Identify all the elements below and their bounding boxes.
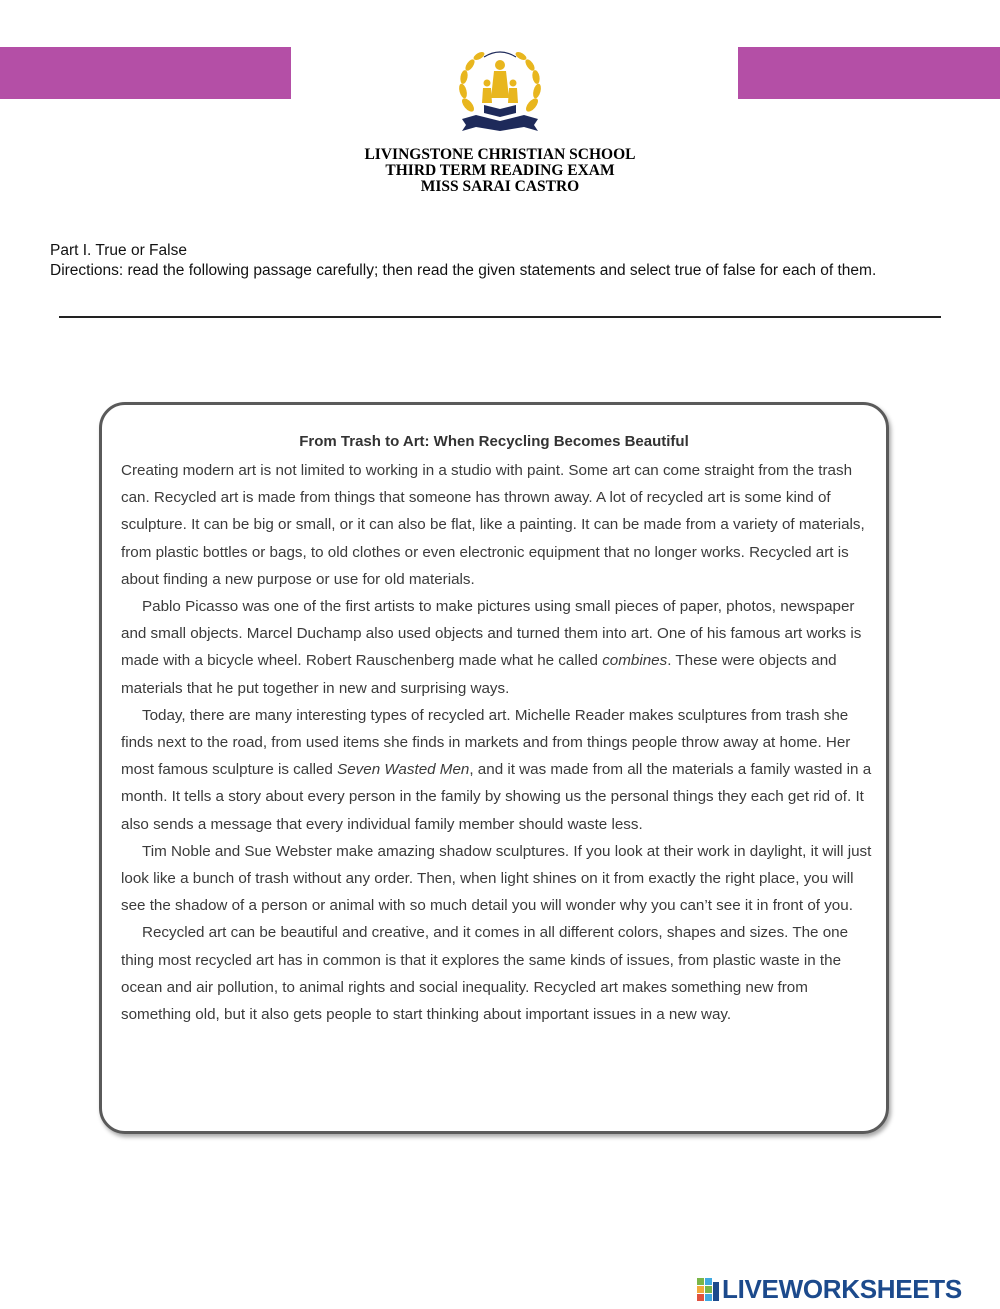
school-header — [0, 147, 1000, 195]
directions-text: Directions: read the following passage carefully; then read the given statements and select true of false for each of them. — [50, 261, 877, 279]
header-accent-bar-right — [738, 47, 1000, 99]
passage-paragraph-1: Creating modern art is not limited to working in a studio with paint. Some art can come straight from the trash can. Recycled art is made from things that someone has thrown away. A lot of recycled art is some kind of sculpture. It can be big or small, or it can also be flat, like a painting. It can be made from a variety of materials, from plastic bottles or bags, to old clothes or even electronic equipment that no longer works. Recycled art is about finding a new purpose or use for old materials. — [121, 462, 865, 588]
passage-paragraph-5: Recycled art can be beautiful and creative, and it comes in all different colors, shapes and sizes. The one thing most recycled art has in common is that it explores the same kinds of issues, from plastic waste in the ocean and air pollution, to animal rights and social inequality. Recycled art makes something new from something old, but it also gets people to start thinking about important issues in a new way. — [121, 924, 849, 1024]
italic-title-seven-wasted-men: Seven Wasted Men — [337, 761, 470, 779]
exam-title: THIRD TERM READING EXAM — [385, 162, 615, 179]
passage-title: From Trash to Art: When Recycling Becomes Beautiful — [299, 433, 689, 450]
school-name: LIVINGSTONE CHRISTIAN SCHOOL — [364, 146, 636, 163]
liveworksheets-watermark — [696, 1274, 962, 1304]
school-crest-icon — [454, 43, 546, 133]
italic-term-combines: combines — [602, 652, 668, 670]
reading-passage — [121, 457, 881, 1028]
header-accent-bar-left — [0, 47, 291, 99]
instructions-block — [50, 241, 930, 280]
passage-paragraph-3: Today, there are many interesting types of recycled art. Michelle Reader makes sculptures from trash she finds next to the road, from used items she finds in markets and from things people throw away at home. Her most famous sculpture is called Seven Wasted Men, and it was made from all the materials a family wasted in a month. It tells a story about every person in the family by showing us the personal things they each get rid of. It also sends a message that every individual family member should waste less. — [121, 706, 872, 833]
part-title: Part I. True or False — [50, 242, 187, 259]
section-divider — [59, 316, 941, 318]
passage-paragraph-2: Pablo Picasso was one of the first artists to make pictures using small pieces of paper, photos, newspaper and small objects. Marcel Duchamp also used objects and turned them into art. One of his famous art works is made with a bicycle wheel. Robert Rauschenberg made what he called combines. These were objects and materials that he put together in new and surprising ways. — [121, 598, 862, 697]
passage-paragraph-4: Tim Noble and Sue Webster make amazing shadow sculptures. If you look at their work in daylight, it will just look like a bunch of trash without any order. Then, when light shines on it from exactly the right place, you will see the shadow of a person or animal with so much detail you will wonder why you can’t see it in front of you. — [121, 842, 872, 915]
watermark-text: LIVEWORKSHEETS — [722, 1274, 962, 1304]
liveworksheets-icon — [696, 1276, 720, 1302]
teacher-name: MISS SARAI CASTRO — [420, 178, 580, 195]
